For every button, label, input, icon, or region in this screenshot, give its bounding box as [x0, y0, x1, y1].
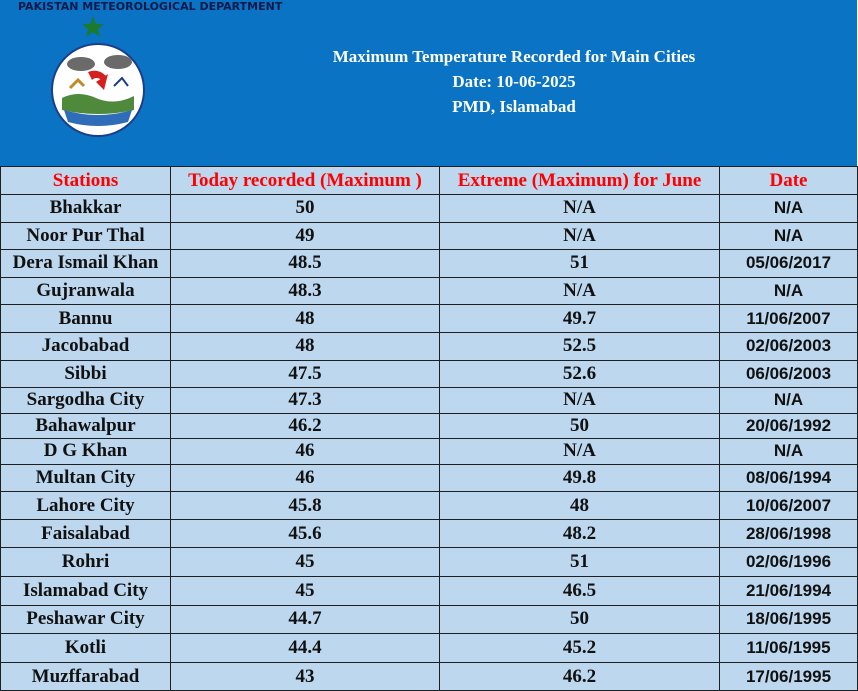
- extreme-max-cell: 52.5: [440, 332, 720, 360]
- station-cell: Sargodha City: [1, 388, 171, 414]
- extreme-max-cell: N/A: [440, 277, 720, 305]
- extreme-date-cell: N/A: [720, 388, 858, 414]
- table-row: [1, 332, 858, 360]
- station-cell: Lahore City: [1, 492, 171, 520]
- table-row: [1, 548, 858, 577]
- extreme-max-cell: 48.2: [440, 519, 720, 548]
- column-header-date: Date: [720, 167, 858, 195]
- extreme-date-cell: 06/06/2003: [720, 360, 858, 388]
- station-cell: Sibbi: [1, 360, 171, 388]
- today-max-cell: 47.3: [171, 388, 440, 414]
- station-cell: Gujranwala: [1, 277, 171, 305]
- extreme-max-cell: N/A: [440, 195, 720, 223]
- station-cell: Jacobabad: [1, 332, 171, 360]
- today-max-cell: 50: [171, 195, 440, 223]
- today-max-cell: 44.4: [171, 634, 440, 663]
- extreme-max-cell: N/A: [440, 388, 720, 414]
- extreme-date-cell: 11/06/1995: [720, 634, 858, 663]
- extreme-date-cell: N/A: [720, 277, 858, 305]
- today-max-cell: 45.8: [171, 492, 440, 520]
- today-max-cell: 47.5: [171, 360, 440, 388]
- extreme-date-cell: 02/06/1996: [720, 548, 858, 577]
- column-header-stations: Stations: [1, 167, 171, 195]
- extreme-max-cell: N/A: [440, 222, 720, 250]
- station-cell: D G Khan: [1, 439, 171, 465]
- extreme-date-cell: 08/06/1994: [720, 464, 858, 492]
- table-row: [1, 222, 858, 250]
- extreme-date-cell: N/A: [720, 439, 858, 465]
- extreme-date-cell: 21/06/1994: [720, 577, 858, 606]
- table-row: [1, 277, 858, 305]
- station-cell: Noor Pur Thal: [1, 222, 171, 250]
- station-cell: Peshawar City: [1, 605, 171, 634]
- station-cell: Bahawalpur: [1, 413, 171, 439]
- extreme-max-cell: 46.2: [440, 662, 720, 691]
- today-max-cell: 48.3: [171, 277, 440, 305]
- station-cell: Faisalabad: [1, 519, 171, 548]
- extreme-max-cell: 48: [440, 492, 720, 520]
- table-row: [1, 439, 858, 465]
- extreme-date-cell: 28/06/1998: [720, 519, 858, 548]
- extreme-date-cell: 10/06/2007: [720, 492, 858, 520]
- today-max-cell: 43: [171, 662, 440, 691]
- today-max-cell: 46: [171, 464, 440, 492]
- issuing-office: PMD, Islamabad: [452, 97, 576, 116]
- extreme-max-cell: 50: [440, 413, 720, 439]
- table-header-row: [1, 167, 858, 195]
- table-row: [1, 305, 858, 333]
- extreme-max-cell: 50: [440, 605, 720, 634]
- station-cell: Dera Ismail Khan: [1, 250, 171, 278]
- station-cell: Multan City: [1, 464, 171, 492]
- title-block: [250, 44, 778, 119]
- extreme-date-cell: 02/06/2003: [720, 332, 858, 360]
- extreme-max-cell: 46.5: [440, 577, 720, 606]
- table-row: [1, 662, 858, 691]
- today-max-cell: 48.5: [171, 250, 440, 278]
- extreme-date-cell: 17/06/1995: [720, 662, 858, 691]
- extreme-max-cell: 49.7: [440, 305, 720, 333]
- extreme-date-cell: 20/06/1992: [720, 413, 858, 439]
- extreme-date-cell: 05/06/2017: [720, 250, 858, 278]
- table-row: [1, 413, 858, 439]
- station-cell: Islamabad City: [1, 577, 171, 606]
- header-banner: [0, 0, 857, 166]
- station-cell: Bannu: [1, 305, 171, 333]
- table-row: [1, 605, 858, 634]
- today-max-cell: 45.6: [171, 519, 440, 548]
- extreme-max-cell: 51: [440, 548, 720, 577]
- pmd-logo: [18, 0, 283, 160]
- extreme-date-cell: 11/06/2007: [720, 305, 858, 333]
- extreme-max-cell: 49.8: [440, 464, 720, 492]
- table-row: [1, 464, 858, 492]
- station-cell: Muzffarabad: [1, 662, 171, 691]
- table-row: [1, 388, 858, 414]
- today-max-cell: 48: [171, 332, 440, 360]
- table-row: [1, 492, 858, 520]
- station-cell: Rohri: [1, 548, 171, 577]
- extreme-max-cell: 52.6: [440, 360, 720, 388]
- extreme-date-cell: N/A: [720, 195, 858, 223]
- extreme-date-cell: N/A: [720, 222, 858, 250]
- today-max-cell: 48: [171, 305, 440, 333]
- table-row: [1, 360, 858, 388]
- today-max-cell: 46.2: [171, 413, 440, 439]
- svg-text:PAKISTAN METEOROLOGICAL DEPART: PAKISTAN METEOROLOGICAL DEPARTMENT: [18, 0, 283, 13]
- column-header-extreme: Extreme (Maximum) for June: [440, 167, 720, 195]
- table-row: [1, 195, 858, 223]
- table-row: [1, 634, 858, 663]
- extreme-date-cell: 18/06/1995: [720, 605, 858, 634]
- today-max-cell: 45: [171, 577, 440, 606]
- today-max-cell: 46: [171, 439, 440, 465]
- table-row: [1, 250, 858, 278]
- column-header-today: Today recorded (Maximum ): [171, 167, 440, 195]
- page-title: Maximum Temperature Recorded for Main Cities: [332, 47, 696, 66]
- temperature-table: [0, 166, 858, 691]
- extreme-max-cell: 51: [440, 250, 720, 278]
- table-row: [1, 519, 858, 548]
- station-cell: Kotli: [1, 634, 171, 663]
- report-date: Date: 10-06-2025: [452, 72, 576, 91]
- table-row: [1, 577, 858, 606]
- today-max-cell: 44.7: [171, 605, 440, 634]
- today-max-cell: 45: [171, 548, 440, 577]
- station-cell: Bhakkar: [1, 195, 171, 223]
- extreme-max-cell: 45.2: [440, 634, 720, 663]
- extreme-max-cell: N/A: [440, 439, 720, 465]
- today-max-cell: 49: [171, 222, 440, 250]
